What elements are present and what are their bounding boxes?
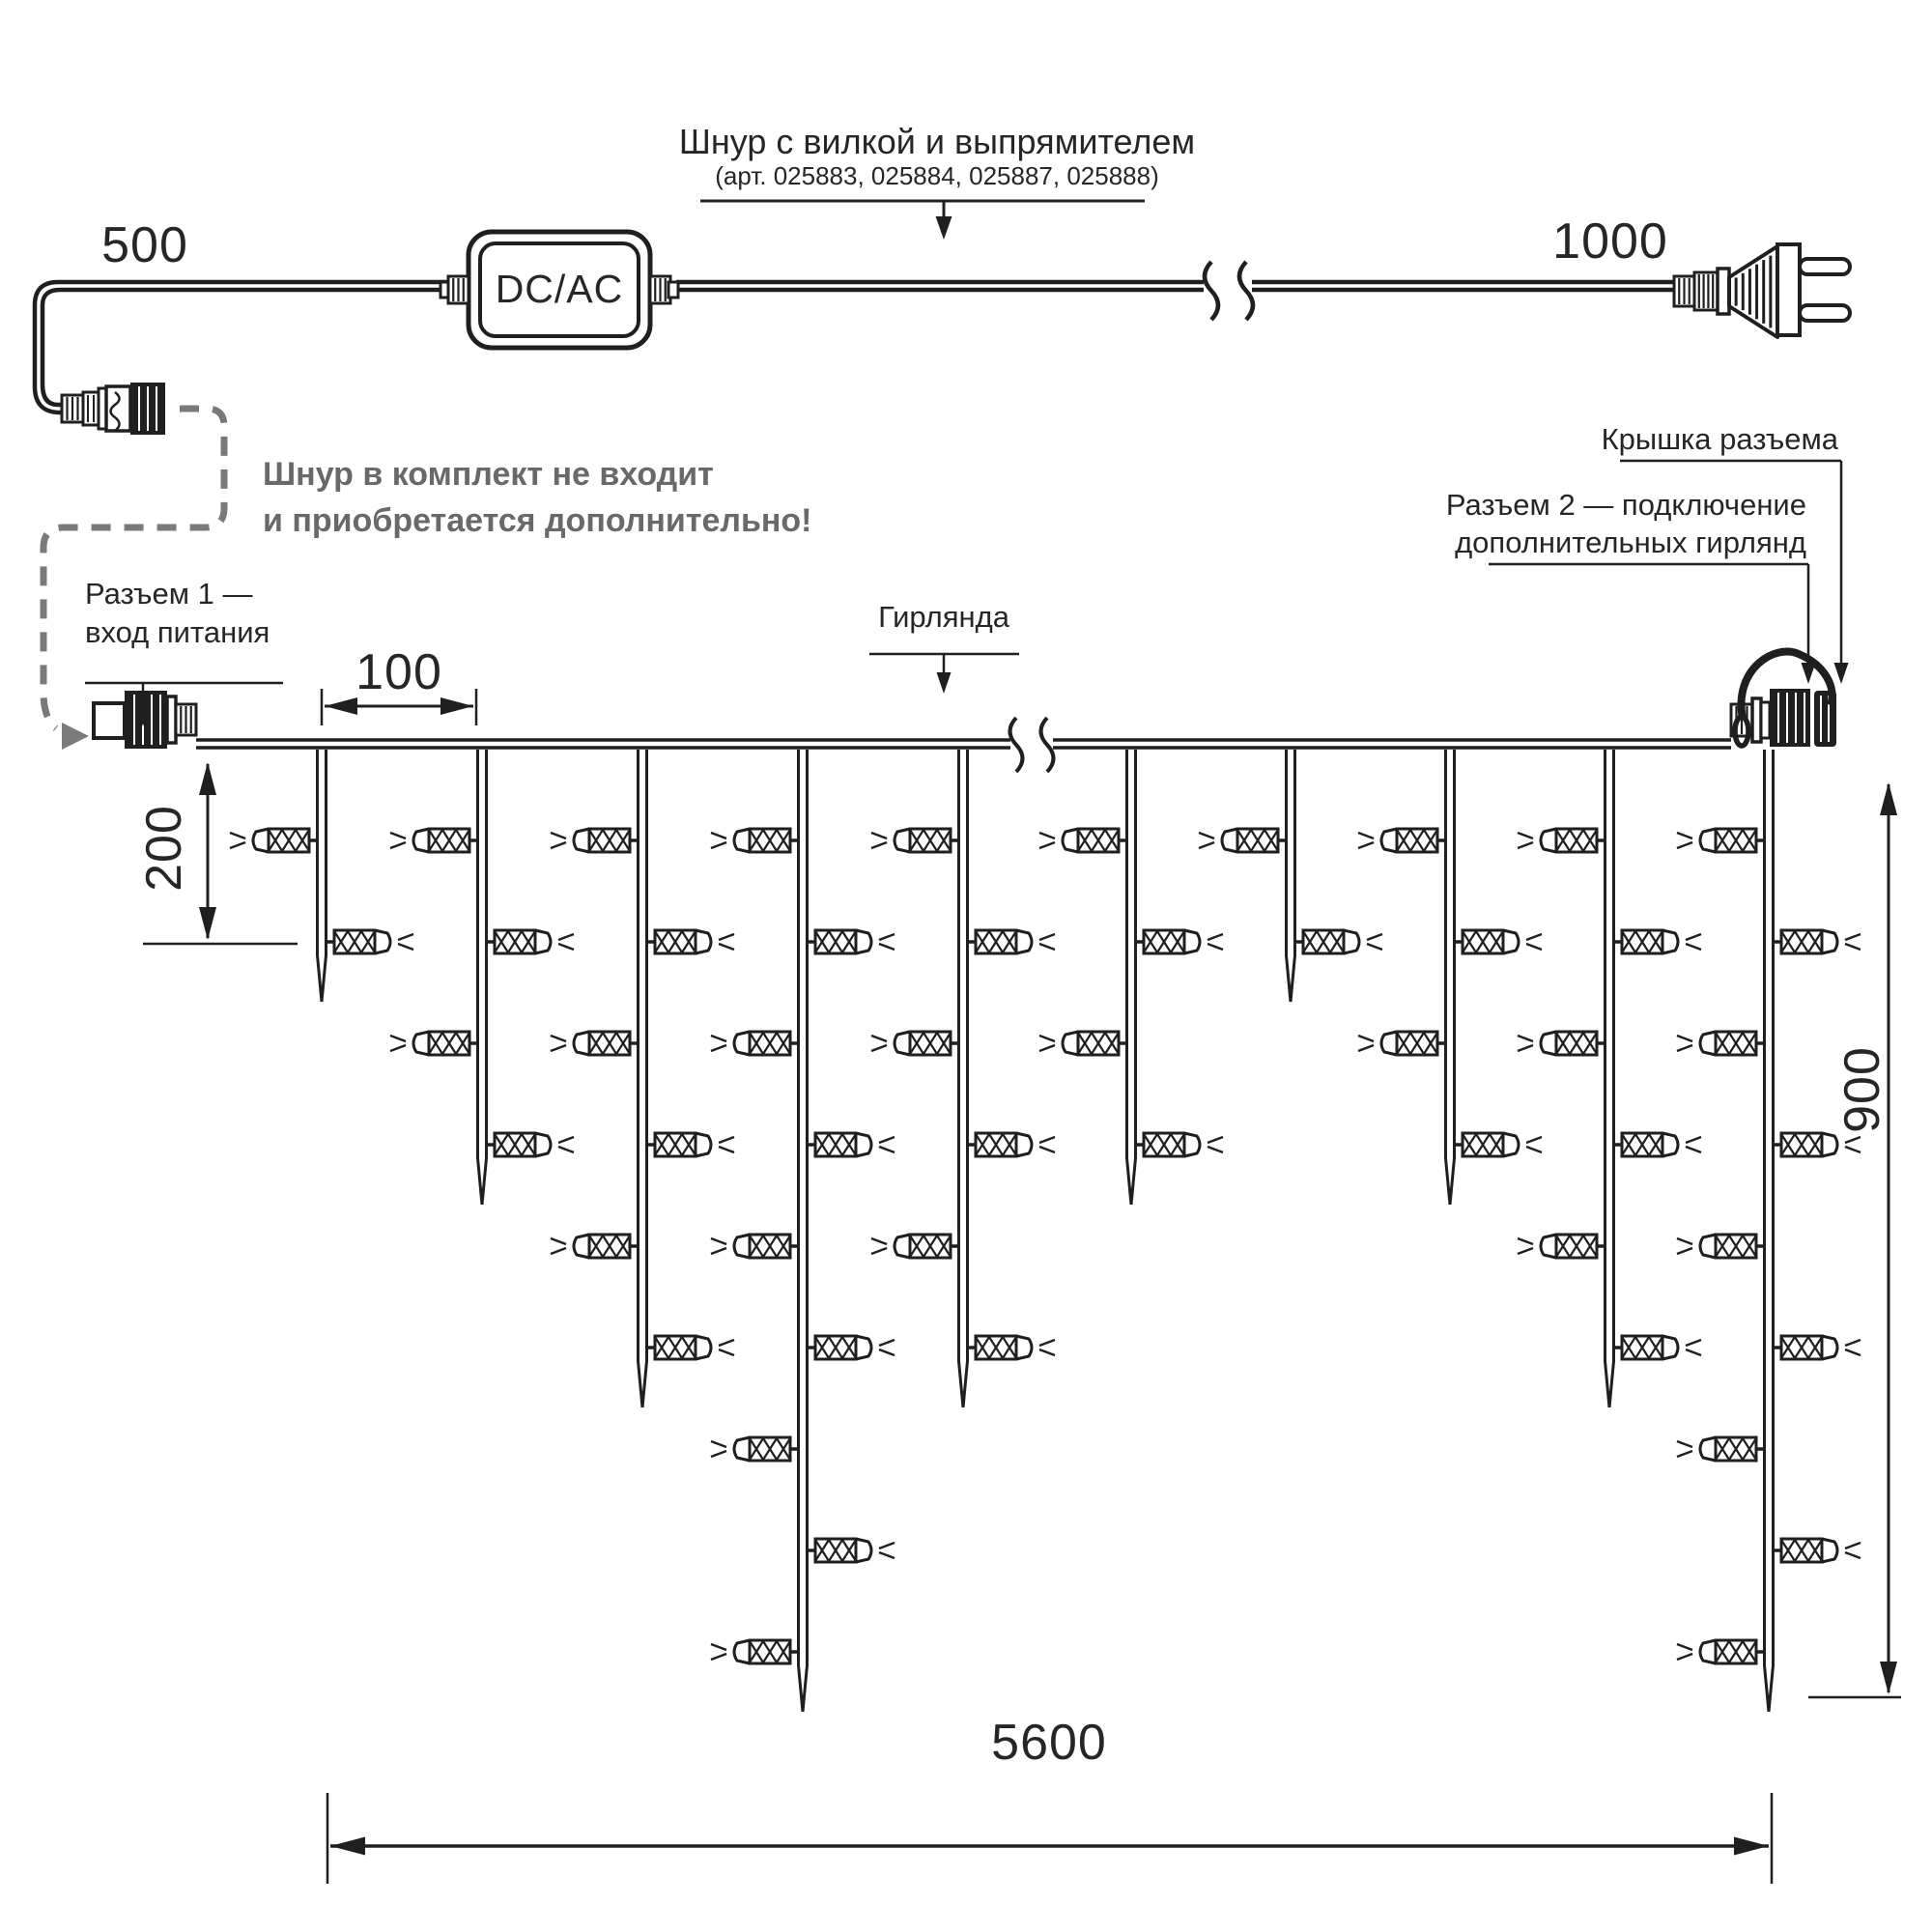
- light-bulb: [230, 829, 318, 852]
- light-bulb: [711, 1437, 799, 1461]
- light-bulb: [1677, 1235, 1765, 1258]
- garland-drop: [1039, 750, 1223, 1205]
- cord-subtitle: (арт. 025883, 025884, 025887, 025888): [715, 161, 1159, 190]
- light-bulb: [871, 829, 959, 852]
- light-bulb: [551, 1235, 639, 1258]
- light-bulb: [711, 1640, 799, 1663]
- light-bulb: [1136, 1133, 1224, 1156]
- light-bulb: [1677, 829, 1765, 852]
- garland-label: Гирлянда: [878, 600, 1009, 634]
- light-bulb: [647, 1336, 735, 1359]
- light-bulb: [551, 1032, 639, 1055]
- dim-5600-label: 5600: [991, 1715, 1107, 1771]
- dimension-lines: [143, 689, 1901, 1884]
- light-bulb: [390, 1032, 478, 1055]
- light-bulb: [968, 930, 1056, 953]
- garland-drop: [1199, 750, 1382, 1002]
- dim-200-label: 200: [136, 805, 192, 892]
- light-bulb: [711, 1235, 799, 1258]
- light-bulb: [808, 1336, 895, 1359]
- cord-title: Шнур с вилкой и выпрямителем: [678, 122, 1196, 161]
- light-bulb: [1614, 930, 1702, 953]
- light-bulb: [1199, 829, 1287, 852]
- garland-drops: [230, 750, 1861, 1712]
- light-bulb: [1295, 930, 1383, 953]
- light-bulb: [487, 930, 575, 953]
- light-bulb: [1614, 1133, 1702, 1156]
- garland-drop: [711, 750, 895, 1712]
- dcac-label: DC/AC: [495, 267, 624, 312]
- note-line-2: и приобретается дополнительно!: [263, 502, 812, 539]
- note-line-1: Шнур в комплект не входит: [263, 456, 714, 493]
- light-bulb: [871, 1235, 959, 1258]
- light-bulb: [1358, 829, 1446, 852]
- light-bulb: [647, 1133, 735, 1156]
- light-bulb: [1039, 829, 1127, 852]
- connector2-label-line1: Разъем 2 — подключение: [1445, 488, 1806, 522]
- light-bulb: [1677, 1032, 1765, 1055]
- garland-wire: [196, 718, 1731, 772]
- light-bulb: [551, 829, 639, 852]
- light-bulb: [808, 1539, 895, 1562]
- dim-900-label: 900: [1834, 1046, 1890, 1133]
- cord-connector: [62, 383, 165, 435]
- garland-drop: [551, 750, 734, 1407]
- light-bulb: [968, 1336, 1056, 1359]
- light-bulb: [487, 1133, 575, 1156]
- dim-1000-label: 1000: [1552, 213, 1668, 270]
- light-bulb: [1677, 1640, 1765, 1663]
- light-bulb: [390, 829, 478, 852]
- light-bulb: [1774, 1539, 1861, 1562]
- connector2-label-line2: дополнительных гирлянд: [1455, 526, 1806, 559]
- light-bulb: [1518, 1032, 1605, 1055]
- garland-drop: [1358, 750, 1542, 1205]
- garland-connector-2: [1731, 652, 1836, 747]
- light-bulb: [1455, 1133, 1543, 1156]
- light-bulb: [1039, 1032, 1127, 1055]
- power-cord: [35, 262, 1674, 412]
- dim-500-label: 500: [101, 217, 188, 273]
- light-bulb: [871, 1032, 959, 1055]
- light-bulb: [968, 1133, 1056, 1156]
- light-bulb: [1614, 1336, 1702, 1359]
- connector1-label-line1: Разъем 1 —: [85, 577, 253, 611]
- light-bulb: [808, 930, 895, 953]
- light-bulb: [1455, 930, 1543, 953]
- garland-drop: [230, 750, 413, 1002]
- connector1-label-line2: вход питания: [85, 615, 270, 649]
- garland-drop: [871, 750, 1055, 1407]
- light-bulb: [1677, 1437, 1765, 1461]
- cap-label: Крышка разъема: [1601, 422, 1838, 456]
- light-bulb: [1518, 829, 1605, 852]
- light-bulb: [647, 930, 735, 953]
- light-bulb: [1518, 1235, 1605, 1258]
- garland-drop: [1677, 750, 1861, 1712]
- light-bulb: [1774, 1336, 1861, 1359]
- dim-100-label: 100: [355, 644, 442, 700]
- light-bulb: [1136, 930, 1224, 953]
- light-bulb: [327, 930, 414, 953]
- garland-drop: [1518, 750, 1701, 1407]
- light-bulb: [711, 1032, 799, 1055]
- garland-drop: [390, 750, 574, 1205]
- light-bulb: [1358, 1032, 1446, 1055]
- light-bulb: [808, 1133, 895, 1156]
- light-bulb: [711, 829, 799, 852]
- light-bulb: [1774, 930, 1861, 953]
